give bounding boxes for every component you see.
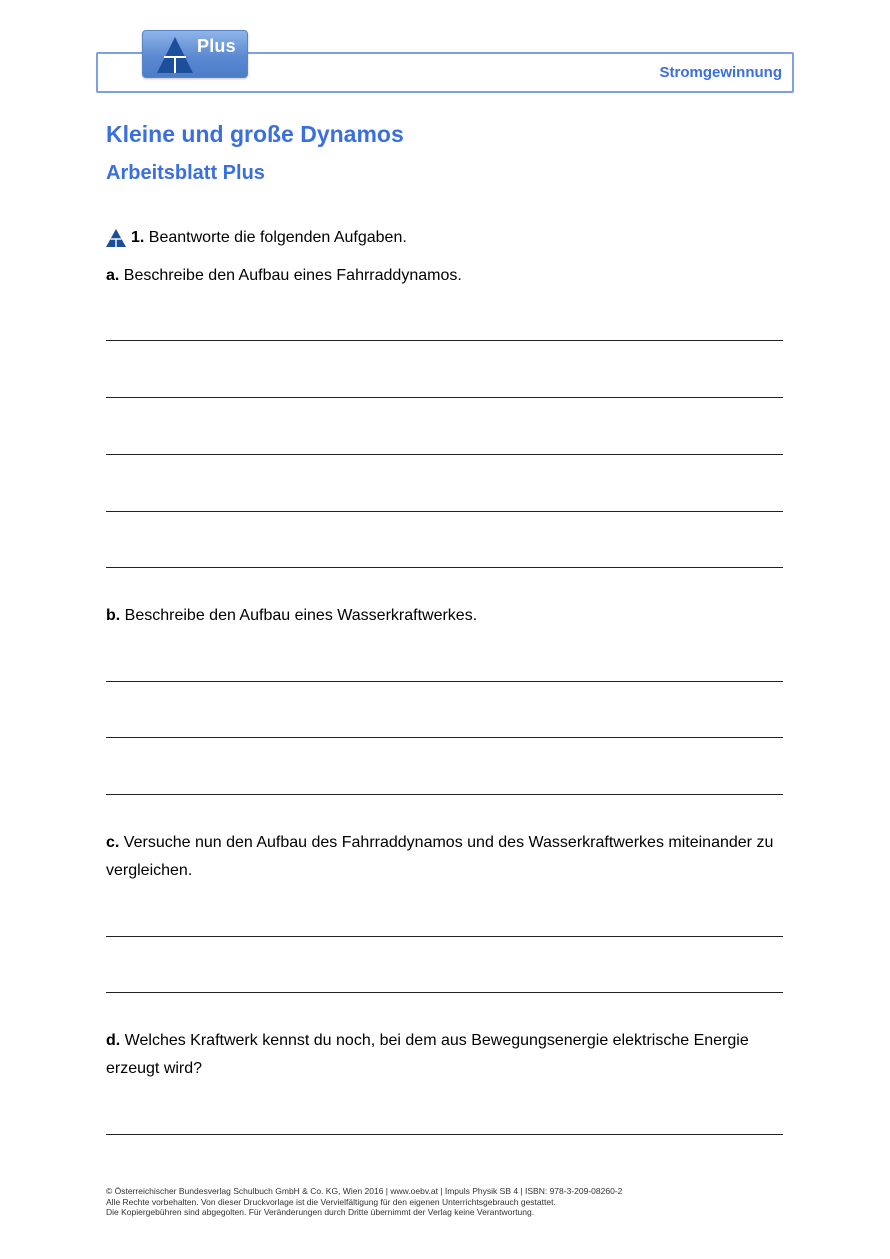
triangle-logo-icon [155, 35, 195, 75]
task-text: Beantworte die folgenden Aufgaben. [148, 229, 407, 246]
copyright-footer [106, 1186, 806, 1218]
question-c [106, 829, 786, 885]
page-subtitle: Arbeitsblatt Plus [106, 162, 265, 184]
answer-line[interactable] [106, 511, 783, 512]
footer-line: Alle Rechte vorbehalten. Von dieser Druckvorlage ist die Vervielfältigung für den eigenen Unterrichtsgebrauch gestattet. [106, 1196, 556, 1207]
plus-logo [142, 30, 248, 78]
topic-label: Stromgewinnung [659, 64, 782, 81]
question-text: Beschreibe den Aufbau eines Fahrraddynamos. [123, 267, 462, 284]
question-letter: d. [106, 1032, 121, 1049]
answer-line[interactable] [106, 454, 783, 455]
question-d [106, 1027, 786, 1083]
question-letter: c. [106, 834, 120, 851]
answer-line[interactable] [106, 397, 783, 398]
answer-line[interactable] [106, 737, 783, 738]
answer-line[interactable] [106, 340, 783, 341]
triangle-task-icon [106, 229, 126, 247]
task-heading [106, 224, 407, 252]
answer-line[interactable] [106, 1134, 783, 1135]
page-title: Kleine und große Dynamos [106, 121, 404, 147]
task-number: 1. [131, 229, 145, 246]
question-letter: b. [106, 607, 121, 624]
question-text: Versuche nun den Aufbau des Fahrraddynamos und des Wasserkraftwerkes miteinander zu vergleichen. [106, 834, 774, 879]
footer-line: Die Kopiergebühren sind abgegolten. Für Veränderungen durch Dritte übernimmt der Verlag keine Verantwortung. [106, 1207, 535, 1217]
question-a [106, 262, 786, 290]
question-b [106, 602, 786, 630]
logo-text: Plus [197, 36, 236, 56]
question-letter: a. [106, 267, 120, 284]
question-text: Welches Kraftwerk kennst du noch, bei dem aus Bewegungsenergie elektrische Energie erzeugt wird? [106, 1032, 749, 1077]
answer-line[interactable] [106, 992, 783, 993]
answer-line[interactable] [106, 794, 783, 795]
question-text: Beschreibe den Aufbau eines Wasserkraftwerkes. [124, 607, 478, 624]
answer-line[interactable] [106, 567, 783, 568]
answer-line[interactable] [106, 936, 783, 937]
answer-line[interactable] [106, 681, 783, 682]
footer-line: © Österreichischer Bundesverlag Schulbuch GmbH & Co. KG, Wien 2016 | www.oebv.at | Impuls Physik SB 4 | ISBN: 978-3-209-08260-2 [106, 1186, 623, 1196]
